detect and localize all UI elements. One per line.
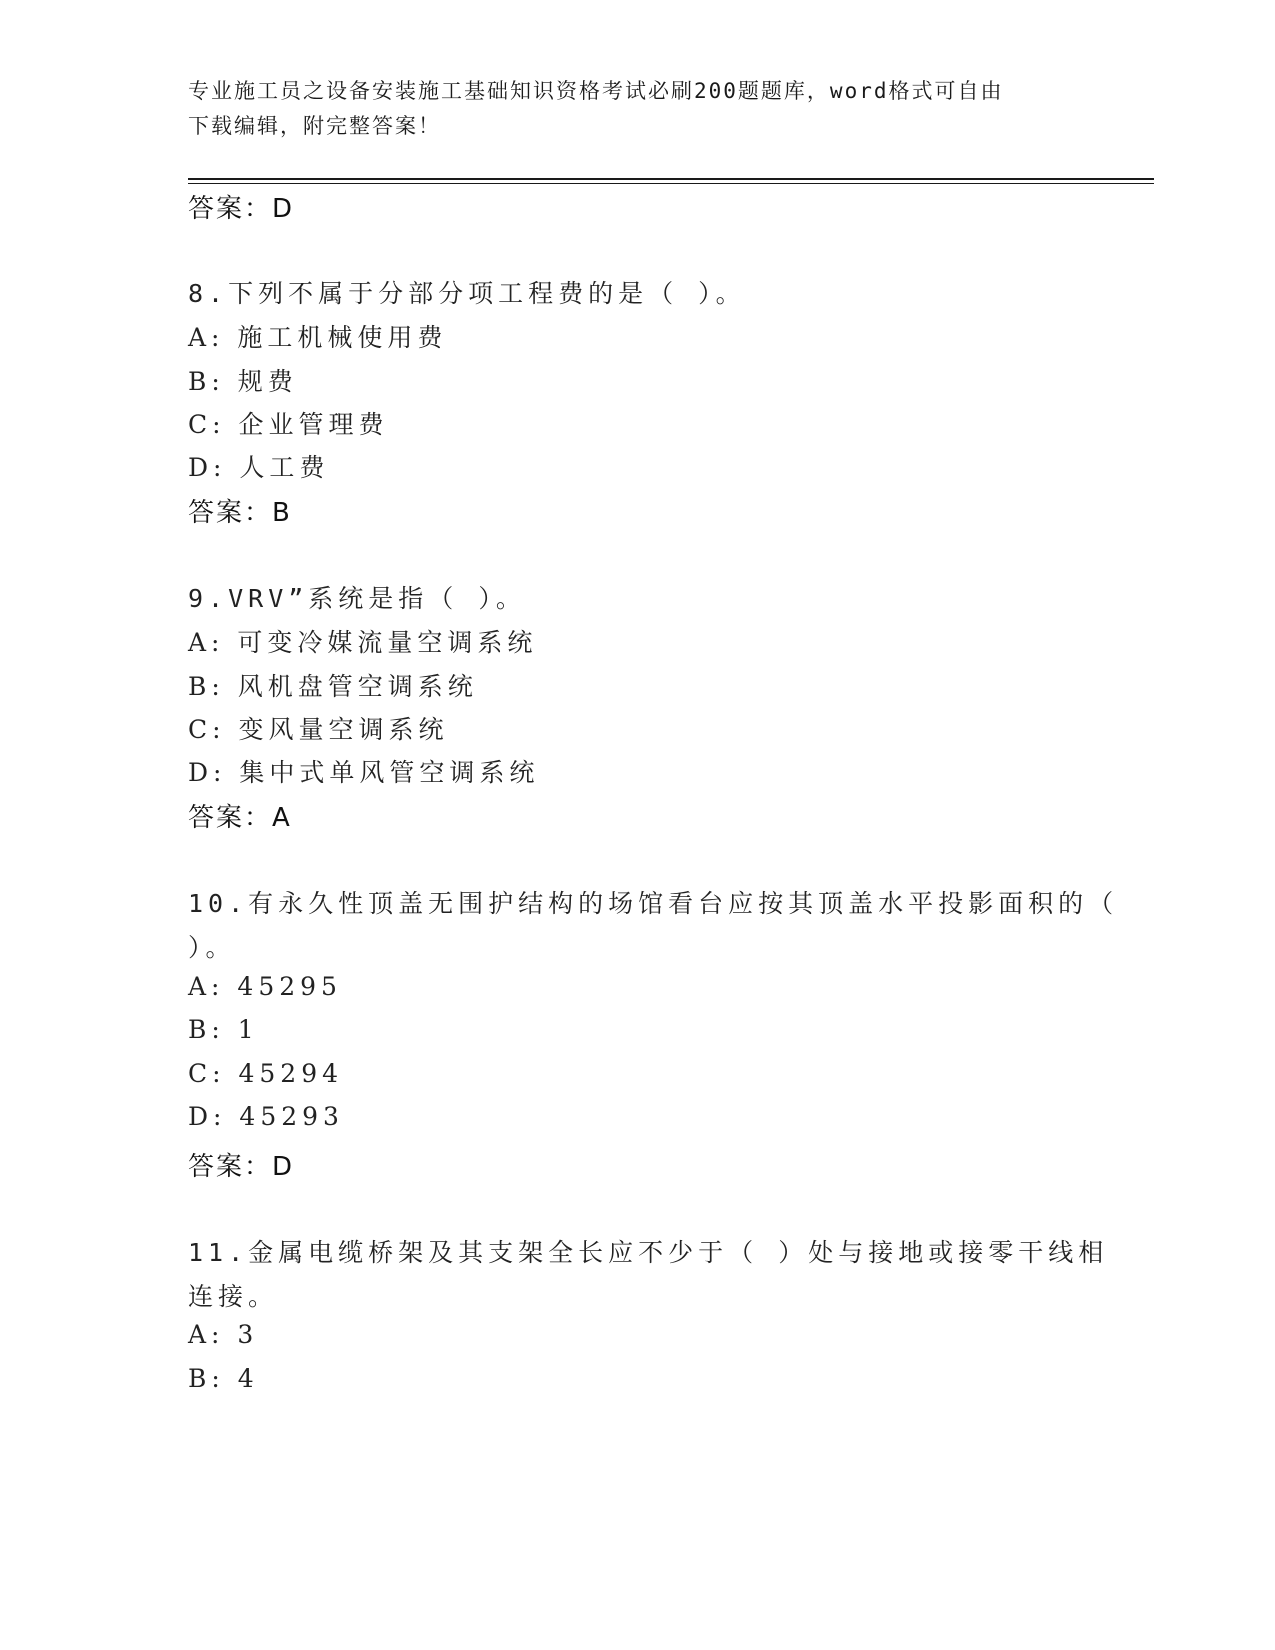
header-line-1: 专业施工员之设备安装施工基础知识资格考试必刷200题题库，word格式可自由 <box>188 79 1004 103</box>
option-b: B: 1 <box>188 1015 259 1044</box>
header-line-2: 下载编辑，附完整答案！ <box>188 114 441 138</box>
header-divider <box>188 178 1154 180</box>
option-d: D: 人工费 <box>188 453 330 482</box>
question-text-line-2: 连接。 <box>188 1282 279 1311</box>
option-b: B: 规费 <box>188 367 298 396</box>
answer: 答案：D <box>188 1152 295 1182</box>
question-text: 9.VRV”系统是指（ ）。 <box>188 584 526 613</box>
option-a: A: 可变冷媒流量空调系统 <box>188 628 538 657</box>
option-c: C: 变风量空调系统 <box>188 715 449 744</box>
question-text-line-1: 10.有永久性顶盖无围护结构的场馆看台应按其顶盖水平投影面积的（ <box>188 889 1119 918</box>
answer: 答案：A <box>188 803 292 833</box>
option-d: D: 集中式单风管空调系统 <box>188 758 540 787</box>
option-c: C: 企业管理费 <box>188 410 389 439</box>
question-text: 8.下列不属于分部分项工程费的是（ ）。 <box>188 279 746 308</box>
option-a: A: 3 <box>188 1320 259 1349</box>
option-a: A: 45295 <box>188 972 342 1001</box>
option-a: A: 施工机械使用费 <box>188 323 448 352</box>
option-d: D: 45293 <box>188 1102 344 1131</box>
question-text-line-1: 11.金属电缆桥架及其支架全长应不少于（ ）处与接地或接零干线相 <box>188 1238 1109 1267</box>
option-c: C: 45294 <box>188 1059 344 1088</box>
document-header <box>188 74 1068 144</box>
header-divider-thin <box>188 183 1154 184</box>
option-b: B: 4 <box>188 1364 259 1393</box>
option-b: B: 风机盘管空调系统 <box>188 672 478 701</box>
previous-answer: 答案：D <box>188 194 295 224</box>
question-text-line-2: ）。 <box>188 933 236 962</box>
answer: 答案：B <box>188 498 292 528</box>
